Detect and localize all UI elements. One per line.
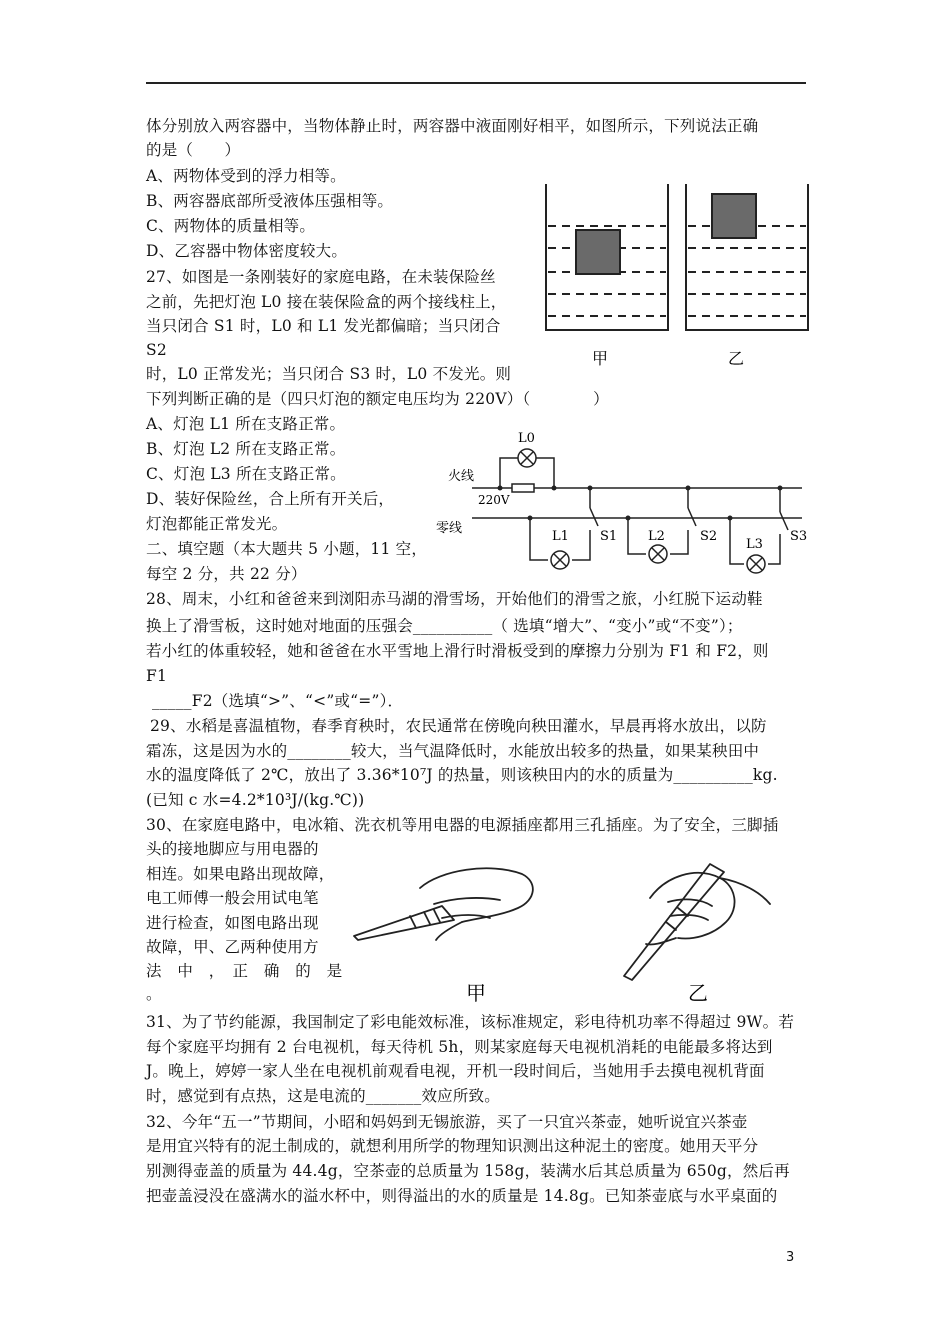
text-line: _____F2（选填“>”、“<”或“=”）．: [152, 692, 404, 710]
text-line: C、灯泡 L3 所在支路正常。: [146, 465, 346, 483]
text-line: D、乙容器中物体密度较大。: [146, 242, 348, 260]
text-line: 当只闭合 S1 时，L0 和 L1 发光都偏暗；当只闭合: [146, 317, 501, 335]
label-l3: L3: [746, 537, 763, 552]
text-line: F1: [146, 667, 168, 685]
text-line: A、两物体受到的浮力相等。: [146, 167, 346, 185]
text-line: 下列判断正确的是（四只灯泡的额定电压均为 220V）（ ）: [146, 390, 609, 408]
text-line: B、灯泡 L2 所在支路正常。: [146, 440, 346, 458]
text-line: 体分别放入两容器中，当物体静止时，两容器中液面刚好相平，如图所示，下列说法正确: [146, 117, 759, 135]
containers-figure: [540, 178, 810, 378]
text-line: 故障，甲、乙两种使用方: [146, 938, 319, 956]
text-line: 是用宜兴特有的泥土制成的，就想利用所学的物理知识测出这种泥土的密度。她用天平分: [146, 1137, 759, 1155]
text-line: 别测得壶盖的质量为 44.4g，空茶壶的总质量为 158g，装满水后其总质量为 650g，然后再: [146, 1162, 790, 1180]
text-line: 每空 2 分，共 22 分）: [146, 565, 307, 583]
text-line: 水的温度降低了 2℃，放出了 3.36*10⁷J 的热量，则该秧田内的水的质量为__________kg.: [146, 766, 778, 784]
object-block-right: [712, 194, 756, 238]
text-line: D、装好保险丝，合上所有开关后，: [146, 490, 395, 508]
text-line: 29、水稻是喜温植物，春季育秧时，农民通常在傍晚向秧田灌水，早晨再将水放出，以防: [150, 717, 767, 735]
text-line: 28、周末，小红和爸爸来到浏阳赤马湖的滑雪场，开始他们的滑雪之旅，小红脱下运动鞋: [146, 590, 763, 608]
text-line: 相连。如果电路出现故障，: [146, 865, 335, 883]
text-line: J。晚上，婷婷一家人坐在电视机前观看电视，开机一段时间后，当她用手去摸电视机背面: [146, 1062, 765, 1080]
text-line: (已知 c 水=4.2*10³J/(kg.℃)): [146, 791, 365, 809]
circuit-figure: [430, 428, 810, 578]
object-block-left: [576, 230, 620, 274]
text-line: 时，L0 正常发光；当只闭合 S3 时，L0 不发光。则: [146, 365, 512, 383]
label-l2: L2: [648, 529, 665, 544]
text-line: A、灯泡 L1 所在支路正常。: [146, 415, 346, 433]
pen-label-left: 甲: [466, 981, 486, 1005]
label-s3: S3: [790, 529, 808, 544]
label-live-wire: 火线: [448, 469, 475, 484]
text-line: 霜冻，这是因为水的________较大，当气温降低时，水能放出较多的热量，如果某秧田中: [146, 742, 760, 760]
text-line: B、两容器底部所受液体压强相等。: [146, 192, 394, 210]
text-line: 进行检查，如图电路出现: [146, 914, 319, 932]
text-line: 30、在家庭电路中，电冰箱、洗衣机等用电器的电源插座都用三孔插座。为了安全，三脚插: [146, 816, 779, 834]
text-line: 。: [146, 985, 162, 1003]
test-pen-figure: [350, 848, 820, 1008]
text-line: 时，感觉到有点热，这是电流的_______效应所致。: [146, 1087, 500, 1105]
label-l0: L0: [518, 431, 535, 446]
text-line: 每个家庭平均拥有 2 台电视机，每天待机 5h，则某家庭每天电视机消耗的电能最多将达到: [146, 1038, 773, 1056]
label-voltage: 220V: [478, 493, 510, 507]
text-line: 32、今年“五一”节期间，小昭和妈妈到无锡旅游，买了一只宜兴茶壶，她听说宜兴茶壶: [146, 1113, 748, 1131]
text-line: 之前，先把灯泡 L0 接在装保险盒的两个接线柱上，: [146, 293, 507, 311]
text-line: 27、如图是一条刚装好的家庭电路，在未装保险丝: [146, 268, 496, 286]
text-line: 31、为了节约能源，我国制定了彩电能效标准，该标准规定，彩电待机功率不得超过 9W。若: [146, 1013, 795, 1031]
text-line: 电工师傅一般会用试电笔: [146, 889, 319, 907]
text-line: 的是（ ）: [146, 141, 241, 159]
container-label-right: 乙: [728, 349, 745, 368]
text-line: 法 中 ， 正 确 的 是: [146, 962, 343, 980]
text-line: 换上了滑雪板，这时她对地面的压强会__________（ 选填“增大”、“变小”或“不变”）；: [146, 617, 743, 635]
label-s2: S2: [700, 529, 718, 544]
text-line: 灯泡都能正常发光。: [146, 515, 288, 533]
text-line: 二、填空题（本大题共 5 小题，11 空，: [146, 540, 428, 558]
text-line: C、两物体的质量相等。: [146, 217, 316, 235]
header-rule: [146, 82, 806, 84]
text-line: 头的接地脚应与用电器的: [146, 840, 319, 858]
text-line: 把壶盖浸没在盛满水的溢水杯中，则得溢出的水的质量是 14.8g。已知茶壶底与水平桌面的: [146, 1187, 778, 1205]
container-label-left: 甲: [592, 349, 609, 368]
text-line: S2: [146, 341, 167, 359]
pen-label-right: 乙: [688, 981, 708, 1005]
page-number: 3: [786, 1250, 795, 1265]
label-s1: S1: [600, 529, 618, 544]
text-line: 若小红的体重较轻，她和爸爸在水平雪地上滑行时滑板受到的摩擦力分别为 F1 和 F2，则: [146, 642, 769, 660]
label-l1: L1: [552, 529, 569, 544]
label-neutral-wire: 零线: [436, 521, 463, 536]
